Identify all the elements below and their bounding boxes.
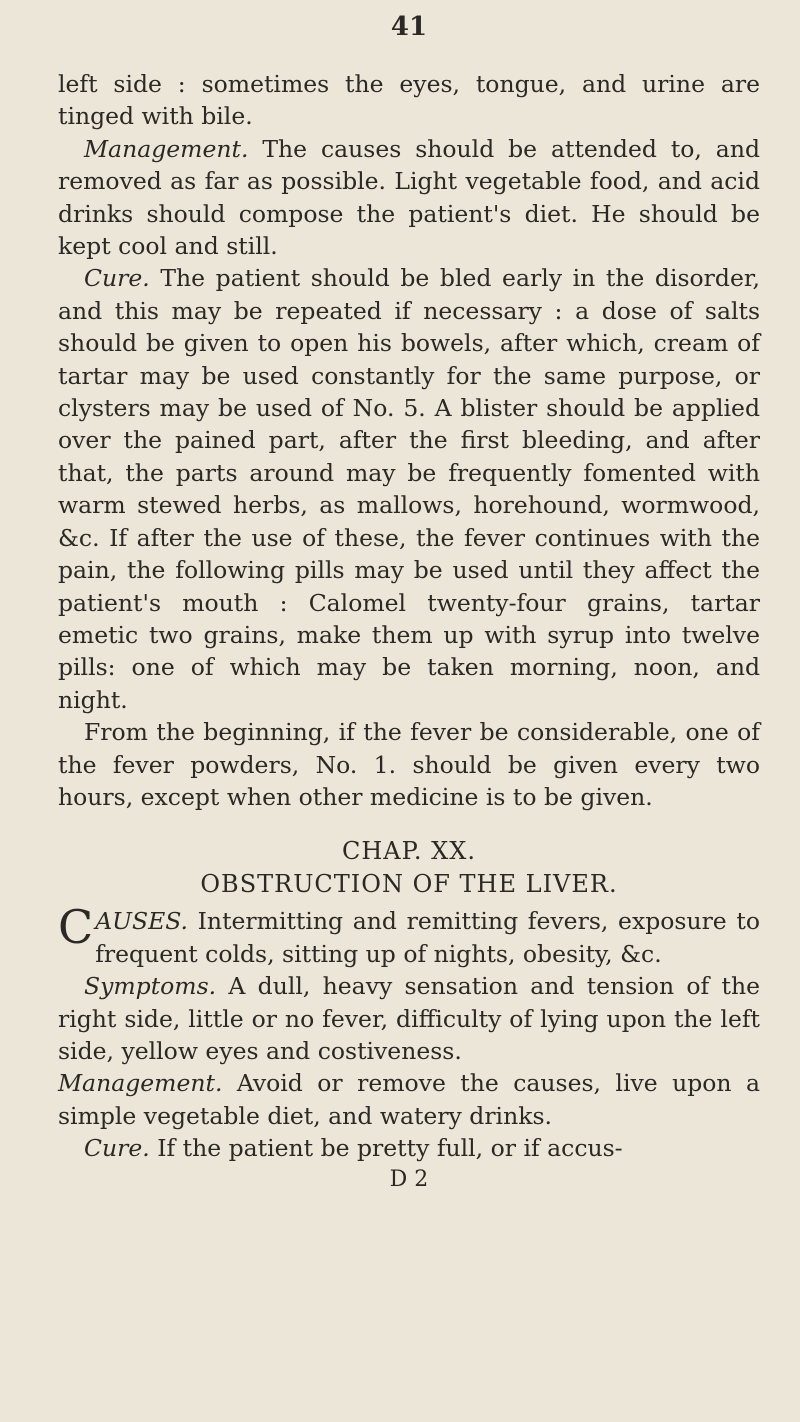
chapter-title: OBSTRUCTION OF THE LIVER.: [200, 870, 618, 899]
chapter-number: CHAP. XX.: [342, 837, 476, 866]
drop-cap: C: [58, 900, 94, 955]
page-body: [58, 68, 760, 1165]
paragraph-cure: [58, 262, 760, 716]
paragraph-continuation: left side : sometimes the eyes, tongue, and urine are tinged with bile.: [58, 70, 760, 131]
page-number: 41: [390, 12, 428, 42]
cure-liver-text: If the patient be pretty full, or if accus-: [149, 1134, 623, 1163]
management-text: The causes should be attended to, and removed as far as possible. Light vegetable food, and acid drinks should compose the patient's diet. He should be kept cool and still.: [58, 134, 760, 261]
cure-liver-heading: Cure.: [84, 1134, 150, 1163]
paragraph-fever-powders: From the beginning, if the fever be considerable, one of the fever powders, No. 1. should be given every two hours, except when other medicine is to be given.: [58, 718, 760, 811]
paragraph-cure-liver: [58, 1132, 760, 1164]
causes-heading: AUSES.: [95, 907, 188, 936]
paragraph-symptoms: [58, 970, 760, 1067]
management-liver-heading: Management.: [58, 1069, 223, 1098]
cure-heading: Cure.: [84, 264, 150, 293]
symptoms-text: A dull, heavy sensation and tension of the right side, little or no fever, difficulty of lying upon the left side, yellow eyes and costiveness.: [58, 972, 760, 1065]
paragraph-management-liver: [58, 1067, 760, 1132]
signature-mark: D 2: [389, 1166, 429, 1192]
paragraph-causes: [58, 900, 760, 970]
management-heading: Management.: [84, 134, 249, 163]
symptoms-heading: Symptoms.: [84, 972, 217, 1001]
paragraph-management: [58, 133, 760, 263]
cure-text: The patient should be bled early in the disorder, and this may be repeated if necessary : a dose of salts should be given to open his bowels, after which, cream of tartar may be used constantly for the same purpose, or clysters may be used of No. 5. A blister should be applied over the pained part, after the first bleeding, and after that, the parts around may be frequently fomented with warm stewed herbs, as mallows, horehound, wormwood, &c. If after the use of these, the fever continues with the pain, the following pills may be used until they affect the patient's mouth : Calomel twenty-four grains, tartar emetic two grains, make them up with syrup into twelve pills: one of which may be taken morning, noon, and night.: [58, 264, 760, 714]
causes-text: Intermitting and remitting fevers, exposure to frequent colds, sitting up of nights, obesity, &c.: [95, 907, 760, 968]
management-liver-text: Avoid or remove the causes, live upon a simple vegetable diet, and watery drinks.: [58, 1069, 760, 1130]
